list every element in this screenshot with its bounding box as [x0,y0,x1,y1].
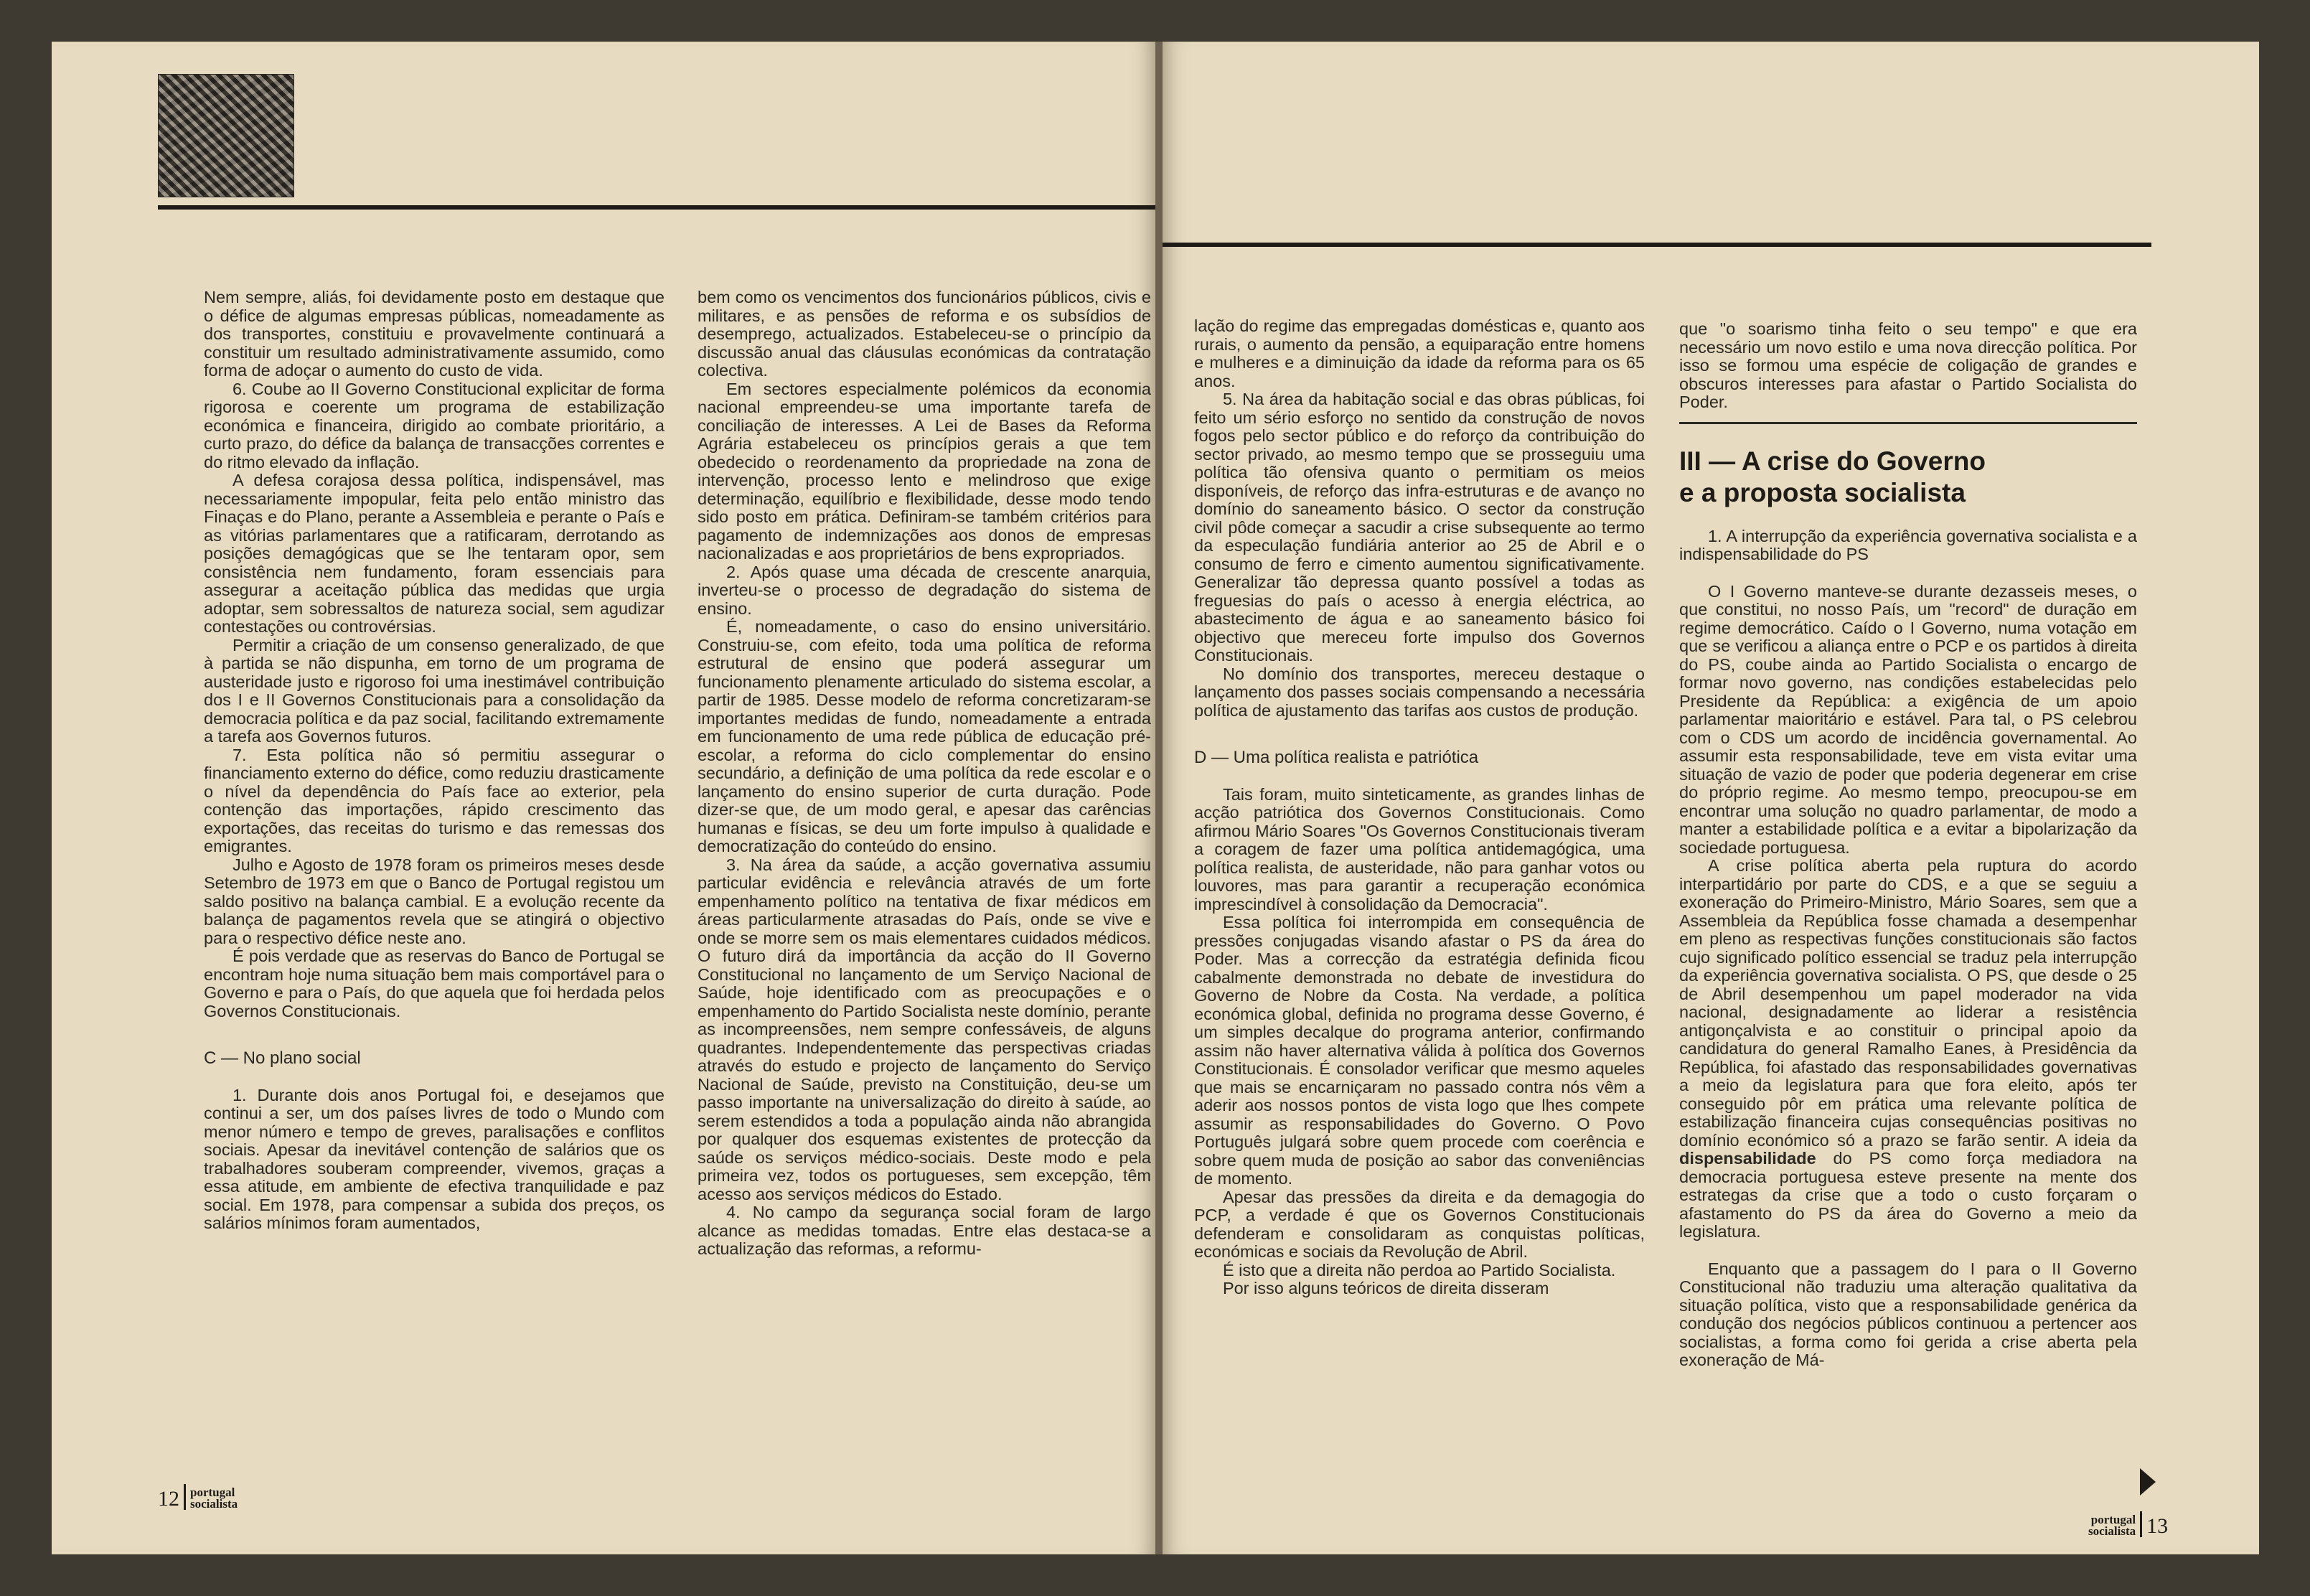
left-page [52,42,1155,1554]
paragraph: que "o soarismo tinha feito o seu tempo" e que era necessário um novo estilo e uma nova direcção política. Por isso se formou uma espécie de coligação de grandes e obscuros interesses para afastar o Partido Socialista do Poder. [1679,319,2137,411]
paragraph: 6. Coube ao II Governo Constitucional explicitar de forma rigorosa e coerente um programa de estabilização económica e financeira, dirigido ao combate prioritário, a curto prazo, do défice da balança de transacções correntes e do ritmo elevado da inflação. [204,379,665,471]
paragraph: A crise política aberta pela ruptura do acordo interpartidário por parte do CDS, e a que se seguiu a exoneração do Primeiro-Ministro, Mário Soares, sem que a Assembleia da República fosse chamada a desempenhar em pleno as respectivas funções constitucionais são factos cujo significado político essencial se traduz pela interrupção da experiência governativa socialista. O PS, que desde o 25 de Abril desempenhou um papel moderador na vida nacional, designadamente ao liderar a resistência antigonçalvista e ao constituir o principal apoio da candidatura do general Ramalho Eanes, à Presidência da República, foi afastado das responsabilidades governativas a meio da legislatura para que fora eleito, após ter conseguido pôr em prática uma relevante política de estabilização financeira cujas consequências positivas no domínio económico só a prazo se farão sentir. A ideia da dispensabilidade do PS como força mediadora na democracia portuguesa esteve presente na mente dos estrategas da crise que a todo o custo forçaram o afastamento do PS da área do Governo a meio da legislatura. [1679,856,2137,1241]
paragraph: O I Governo manteve-se durante dezasseis meses, o que constitui, no nosso País, um "record" de duração em regime democrático. Caído o I Governo, numa votação em que se verificou a aliança entre o PCP e os partidos à direita do PS, coube ainda ao Partido Socialista o encargo de formar novo governo, nas condições estabelecidas pelo Presidente da República: a exigência de um apoio parlamentar maioritário e estável. Para tal, o PS celebrou com o CDS um acordo de incidência governamental. Ao assumir esta responsabilidade, teve em vista evitar uma situação de vazio de poder que poderia degenerar em crise do próprio regime. Ao mesmo tempo, preocupou-se em encontrar uma solução no quadro parlamentar, de modo a manter a estabilidade política e a evitar a bipolarização da sociedade portuguesa. [1679,581,2137,857]
section-subhead: D — Uma política realista e patriótica [1194,748,1479,767]
paragraph: Por isso alguns teóricos de direita disseram [1222,1279,1549,1297]
page-number: 13 [2146,1514,2169,1538]
photo-montage-image [158,74,294,197]
right-column-1 [1194,317,1645,1298]
section-title: III — A crise do Governo e a proposta socialista [1679,446,1986,507]
publication-logo: portugal socialista [190,1485,238,1511]
paragraph: bem como os vencimentos dos funcionários públicos, civis e militares, e as pensões de reforma e os subsídios de desemprego, actualizados. Estabeleceu-se o princípio da discussão anual das cláusulas económicas da contratação colectiva. [698,288,1151,380]
paragraph: Essa política foi interrompida em consequência de pressões conjugadas visando afastar o PS da área do Poder. Mas a correcção da estratégia definida ficou cabalmente demonstrada no debate de investidura do Governo de Nobre da Costa. Na verdade, a política económica global, definida no programa desse Governo, é um simples decalque do programa anterior, confirmando assim não haver alternativa válida à política dos Governos Constitucionais. É consolador verificar que mesmo aqueles que mais se encarniçaram no passado contra nós vêm a aderir aos nossos pontos de vista logo que lhes compete assumir as responsabilidades do Governo. O Povo Português julgará sobre quem procede com coerência e sobre quem muda de posição ao sabor das conveniências de momento. [1194,913,1645,1188]
header-rule [1163,243,2151,247]
paragraph: Tais foram, muito sinteticamente, as grandes linhas de acção patriótica dos Governos Constitucionais. Como afirmou Mário Soares "Os Governos Constitucionais tiveram a coragem de fazer uma política antidemagógica, uma política realista, de austeridade, não para ganhar votos ou louvores, mas para garantir a recuperação económica imprescindível à consolidação da Democracia". [1194,784,1645,914]
page-folio-left [158,1484,238,1510]
paragraph: Apesar das pressões da direita e da demagogia do PCP, a verdade é que os Governos Constitucionais defenderam e consolidaram as conquistas políticas, económicas e sociais da Revolução de Abril. [1194,1187,1645,1261]
section-subhead: C — No plano social [204,1048,361,1068]
paragraph: Permitir a criação de um consenso generalizado, de que à partida se não dispunha, em torno de um programa de austeridade justo e rigoroso foi uma inestimável contribuição dos I e II Governos Constitucionais para a consolidação da democracia política e da paz social, facilitando extremamente a tarefa aos Governos futuros. [204,635,665,746]
left-column-2 [698,288,1151,1259]
header-rule [158,205,1155,210]
paragraph: A defesa corajosa dessa política, indispensável, mas necessariamente impopular, feita pelo então ministro das Finaças e do Plano, perante a Assembleia e perante o País e as vitórias parlamentares que a ratificaram, derrotando as posições demagógicas que se lhe tentaram opor, sem consistência nem fundamento, foram essenciais para assegurar a aceitação pública das medidas que urgia adoptar, sem sobressaltos de natureza social, sem agudizar contestações ou controvérsias. [204,471,665,636]
paragraph: 1. A interrupção da experiência governativa socialista e a indispensabilidade do PS [1679,526,2137,563]
right-page [1163,42,2259,1554]
page-folio-right [2088,1511,2168,1537]
spine-gutter [1155,42,1163,1554]
paragraph: É pois verdade que as reservas do Banco de Portugal se encontram hoje numa situação bem mais comportável para o Governo e para o País, do que aquela que foi herdada pelos Governos Constitucionais. [204,947,665,1020]
section-rule [1679,422,2137,424]
paragraph: 4. No campo da segurança social foram de largo alcance as medidas tomadas. Entre elas destaca-se a actualização das reformas, a reformu- [698,1203,1151,1258]
paragraph: 7. Esta política não só permitiu assegurar o financiamento externo do défice, como reduziu drasticamente o nível da dependência do País face ao exterior, pela contenção das importações, rápido crescimento das exportações, das receitas do turismo e das remessas dos emigrantes. [204,745,665,855]
paragraph: É, nomeadamente, o caso do ensino universitário. Construiu-se, com efeito, toda uma política de reforma estrutural de ensino que poderá assegurar um funcionamento plenamente articulado do sistema escolar, a partir de 1985. Desse modelo de reforma concretizaram-se importantes medidas de fundo, nomeadamente a entrada em funcionamento de uma rede pública de educação pré-escolar, a reforma do ciclo complementar do ensino secundário, a definição de uma política da rede escolar e o lançamento do ensino superior de curta duração. Pode dizer-se que, de um modo geral, e apesar das carências humanas e físicas, se deu um forte impulso à qualidade e democratização do conteúdo do ensino. [698,617,1151,855]
folio-divider [184,1484,186,1510]
paragraph: Julho e Agosto de 1978 foram os primeiros meses desde Setembro de 1973 em que o Banco de Portugal registou um saldo positivo na balança cambial. E a evolução recente da balança de pagamentos revela que se atingirá o objectivo para o respectivo défice neste ano. [204,855,665,947]
paragraph: 2. Após quase uma década de crescente anarquia, inverteu-se o processo de degradação do sistema de ensino. [698,562,1151,618]
continue-arrow-icon [2140,1468,2156,1496]
page-number: 12 [158,1487,179,1511]
paragraph: 5. Na área da habitação social e das obras públicas, foi feito um sério esforço no sentido da construção de novos fogos pelo sector público e do reforço da contribuição do sector privado, ao mesmo tempo que se prosseguiu uma política tão ofensiva quanto o permitiam os meios disponíveis, de reforço das infra-estruturas e de avanço no domínio do saneamento básico. O sector da construção civil pôde começar a sacudir a crise subsequente ao termo da especulação fundiária anterior ao 25 de Abril e o consumo de ferro e cimento aumentou significativamente. Generalizar tão depressa quanto possível a todas as freguesias do país o acesso à energia eléctrica, ao abastecimento de água e ao saneamento básico foi objectivo que mereceu forte impulso dos Governos Constitucionais. [1194,390,1645,665]
paragraph: lação do regime das empregadas domésticas e, quanto aos rurais, o aumento da pensão, a equiparação entre homens e mulheres e a diminuição da idade da reforma para os 65 anos. [1194,316,1645,390]
paragraph: Enquanto que a passagem do I para o II Governo Constitucional não traduziu uma alteração qualitativa da situação política, visto que a responsabilidade genérica da condução dos negócios públicos continuou a pertencer aos socialistas, a forma como foi gerida a crise aberta pela exoneração de Má- [1679,1259,2137,1369]
magazine-spread [52,42,2259,1554]
folio-divider [2140,1511,2142,1537]
paragraph: Em sectores especialmente polémicos da economia nacional empreendeu-se uma importante tarefa de conciliação de interesses. A Lei de Bases da Reforma Agrária estabeleceu os princípios gerais a que tem obedecido o reordenamento da propriedade na zona de intervenção, processo lento e melindroso que exige determinação, equilíbrio e flexibilidade, desse modo tendo sido posto em prática. Definiram-se também critérios para pagamento de indemnizações aos donos de empresas nacionalizadas e aos proprietários de bens expropriados. [698,379,1151,563]
left-column-1 [204,288,665,1233]
paragraph: É isto que a direita não perdoa ao Partido Socialista. [1222,1260,1616,1280]
bold-phrase: dispensabilidade [1679,1149,1816,1168]
right-column-2 [1679,320,2137,1370]
publication-logo: portugal socialista [2088,1513,2136,1538]
paragraph: 1. Durante dois anos Portugal foi, e desejamos que continui a ser, um dos países livres de todo o Mundo com menor número e tempo de greves, paralisações e conflitos sociais. Apesar da inevitável contenção de salários que os trabalhadores souberam compreender, vivemos, graças a essa atitude, em ambiente de efectiva tranquilidade e paz social. Em 1978, para compensar a subida dos preços, os salários mínimos foram aumentados, [204,1085,665,1232]
paragraph: 3. Na área da saúde, a acção governativa assumiu particular evidência e relevância através de um forte empenhamento político na tentativa de fixar médicos em áreas particularmente atrasadas do País, onde se vive e onde se morre sem os mais elementares cuidados médicos. O futuro dirá da importância da acção do II Governo Constitucional no lançamento de um Serviço Nacional de Saúde, hoje identificado com as preocupações e o empenhamento do Partido Socialista neste domínio, perante as incompreensões, nem sempre confessáveis, de alguns quadrantes. Independentemente das perspectivas criadas através do estudo e projecto de lançamento do Serviço Nacional de Saúde, previsto na Constituição, deu-se um passo importante na universalização do direito à saúde, ao serem estendidos a toda a população ainda não abrangida por qualquer dos esquemas existentes de protecção da saúde os serviços médico-sociais. Deste modo e pela primeira vez, todos os portugueses, sem excepção, têm acesso aos serviços médicos do Estado. [698,855,1151,1203]
paragraph: No domínio dos transportes, mereceu destaque o lançamento dos passes sociais compensando a necessária política de ajustamento das tarifas aos custos de produção. [1194,664,1645,720]
paragraph: Nem sempre, aliás, foi devidamente posto em destaque que o défice de algumas empresas públicas, nomeadamente as dos transportes, constituiu e provavelmente continuará a constituir um resultado administrativamente assumido, como forma de adoçar o aumento do custo de vida. [204,288,665,380]
